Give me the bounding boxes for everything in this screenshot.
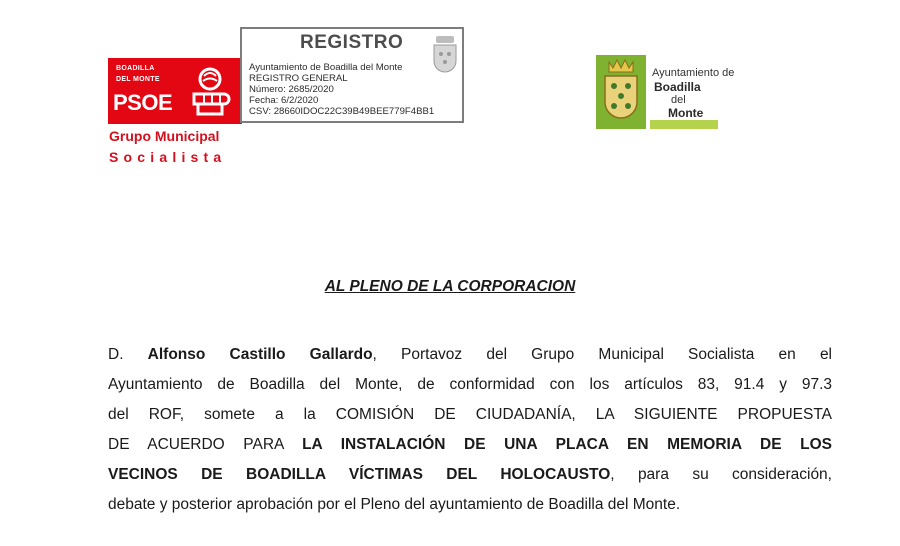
council-crest-icon (601, 58, 641, 135)
paragraph-line (108, 430, 832, 460)
stamp-line: REGISTRO GENERAL (249, 73, 348, 84)
psoe-logo-word: PSOE (113, 90, 173, 115)
proposal-title-part: LA INSTALACIÓN DE UNA PLACA EN MEMORIA DE LOS (302, 436, 832, 453)
proposal-title-part: VECINOS DE BOADILLA VÍCTIMAS DEL HOLOCAUSTO (108, 466, 611, 483)
stamp-line: Número: 2685/2020 (249, 84, 334, 95)
paragraph-text: DE ACUERDO PARA (108, 436, 303, 453)
stamp-line: Ayuntamiento de Boadilla del Monte (249, 62, 403, 73)
stamp-title: REGISTRO (300, 32, 404, 53)
council-logo-line4: Monte (668, 106, 704, 120)
paragraph-line (108, 340, 832, 370)
paragraph-line (108, 460, 832, 490)
paragraph-line: debate y posterior aprobación por el Pleno del ayuntamiento de Boadilla del Monte. (108, 496, 681, 513)
psoe-group-line1: Grupo Municipal (109, 128, 220, 144)
stamp-line: Fecha: 6/2/2020 (249, 95, 319, 106)
paragraph-line (108, 400, 832, 430)
psoe-logo-line2: DEL MONTE (116, 76, 160, 83)
paragraph-text: del ROF (108, 406, 180, 423)
paragraph-text: , somete a la COMISIÓN DE CIUDADANÍA, LA SIGUIENTE PROPUESTA (179, 406, 832, 423)
paragraph-text: D. (108, 346, 148, 363)
coat-of-arms-icon (430, 34, 460, 85)
spokesperson-name: Alfonso Castillo Gallardo (147, 346, 373, 363)
psoe-group-line2: Socialista (109, 149, 227, 165)
council-logo-line2: Boadilla (654, 80, 701, 94)
council-logo-line1: Ayuntamiento de (652, 67, 735, 79)
council-logo-lime-bar (650, 120, 718, 129)
paragraph-text: , para su consideración, (610, 466, 832, 483)
psoe-logo-line1: BOADILLA (116, 65, 155, 72)
paragraph-text: , Portavoz del Grupo Municipal Socialista en el (372, 346, 833, 363)
council-logo-line3: del (671, 94, 686, 106)
document-heading: AL PLENO DE LA CORPORACION (324, 278, 576, 295)
rose-fist-icon (186, 64, 234, 123)
paragraph-line: Ayuntamiento de Boadilla del Monte, de conformidad con los artículos 83, 91.4 y 97.3 (108, 376, 832, 393)
proposal-paragraph (108, 340, 832, 520)
stamp-line: CSV: 28660IDOC22C39B49BEE779F4BB1 (249, 106, 435, 117)
